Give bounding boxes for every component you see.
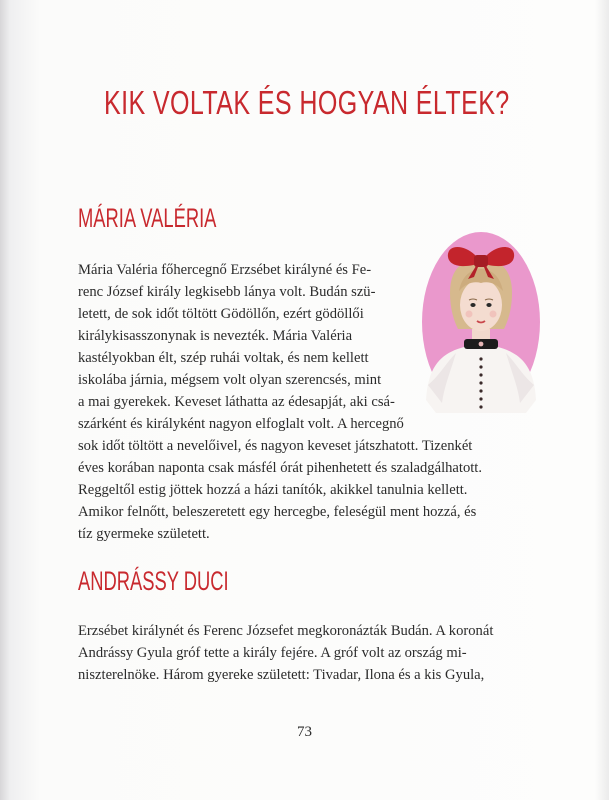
paragraph-line: letett, de sok időt töltött Gödöllőn, ezért gödöllői [78,306,364,322]
paragraph-line: Mária Valéria főhercegnő Erzsébet királyné és Fe- [78,262,372,278]
paragraph-line: sok időt töltött a nevelőivel, és nagyon keveset játszhatott. Tizenkét [78,438,473,454]
paragraph-line: renc József király legkisebb lánya volt. Budán szü- [78,284,376,300]
paragraph-line: kastélyokban élt, szép ruhái voltak, és nem kellett [78,350,369,366]
paragraph-line: Amikor felnőtt, beleszeretett egy hercegbe, feleségül ment hozzá, és [78,504,477,520]
section-heading-andrassy-duci: ANDRÁSSY DUCI [78,566,229,596]
page-title: KIK VOLTAK ÉS HOGYAN ÉLTEK? [104,84,510,121]
paragraph-line: Erzsébet királynét és Ferenc Józsefet megkoronázták Budán. A koronát [78,623,494,639]
paragraph-line: iskolába járnia, mégsem volt olyan szerencsés, mint [78,372,382,388]
paragraph-line: Reggeltől estig jöttek hozzá a házi tanítók, akikkel tanulnia kellett. [78,482,468,498]
paragraph-line: niszterelnöke. Három gyereke született: Tivadar, Ilona és a kis Gyula, [78,667,485,683]
paragraph-line: Andrássy Gyula gróf tette a király fejére. A gróf volt az ország mi- [78,645,467,661]
paragraph-line: tíz gyermeke született. [78,526,210,542]
page-number: 73 [297,724,312,740]
paragraph-line: a mai gyerekek. Keveset láthatta az édesapját, aki csá- [78,394,395,410]
paragraph-line: éves korában naponta csak másfél órát pihenhetett és szaladgálhatott. [78,460,483,476]
paragraph-line: királykisasszonynak is nevezték. Mária Valéria [78,328,353,344]
girl-portrait-illustration [420,225,542,415]
section-heading-maria-valeria: MÁRIA VALÉRIA [78,203,217,233]
paragraph-line: szárként és királyként nagyon elfoglalt volt. A hercegnő [78,416,404,432]
